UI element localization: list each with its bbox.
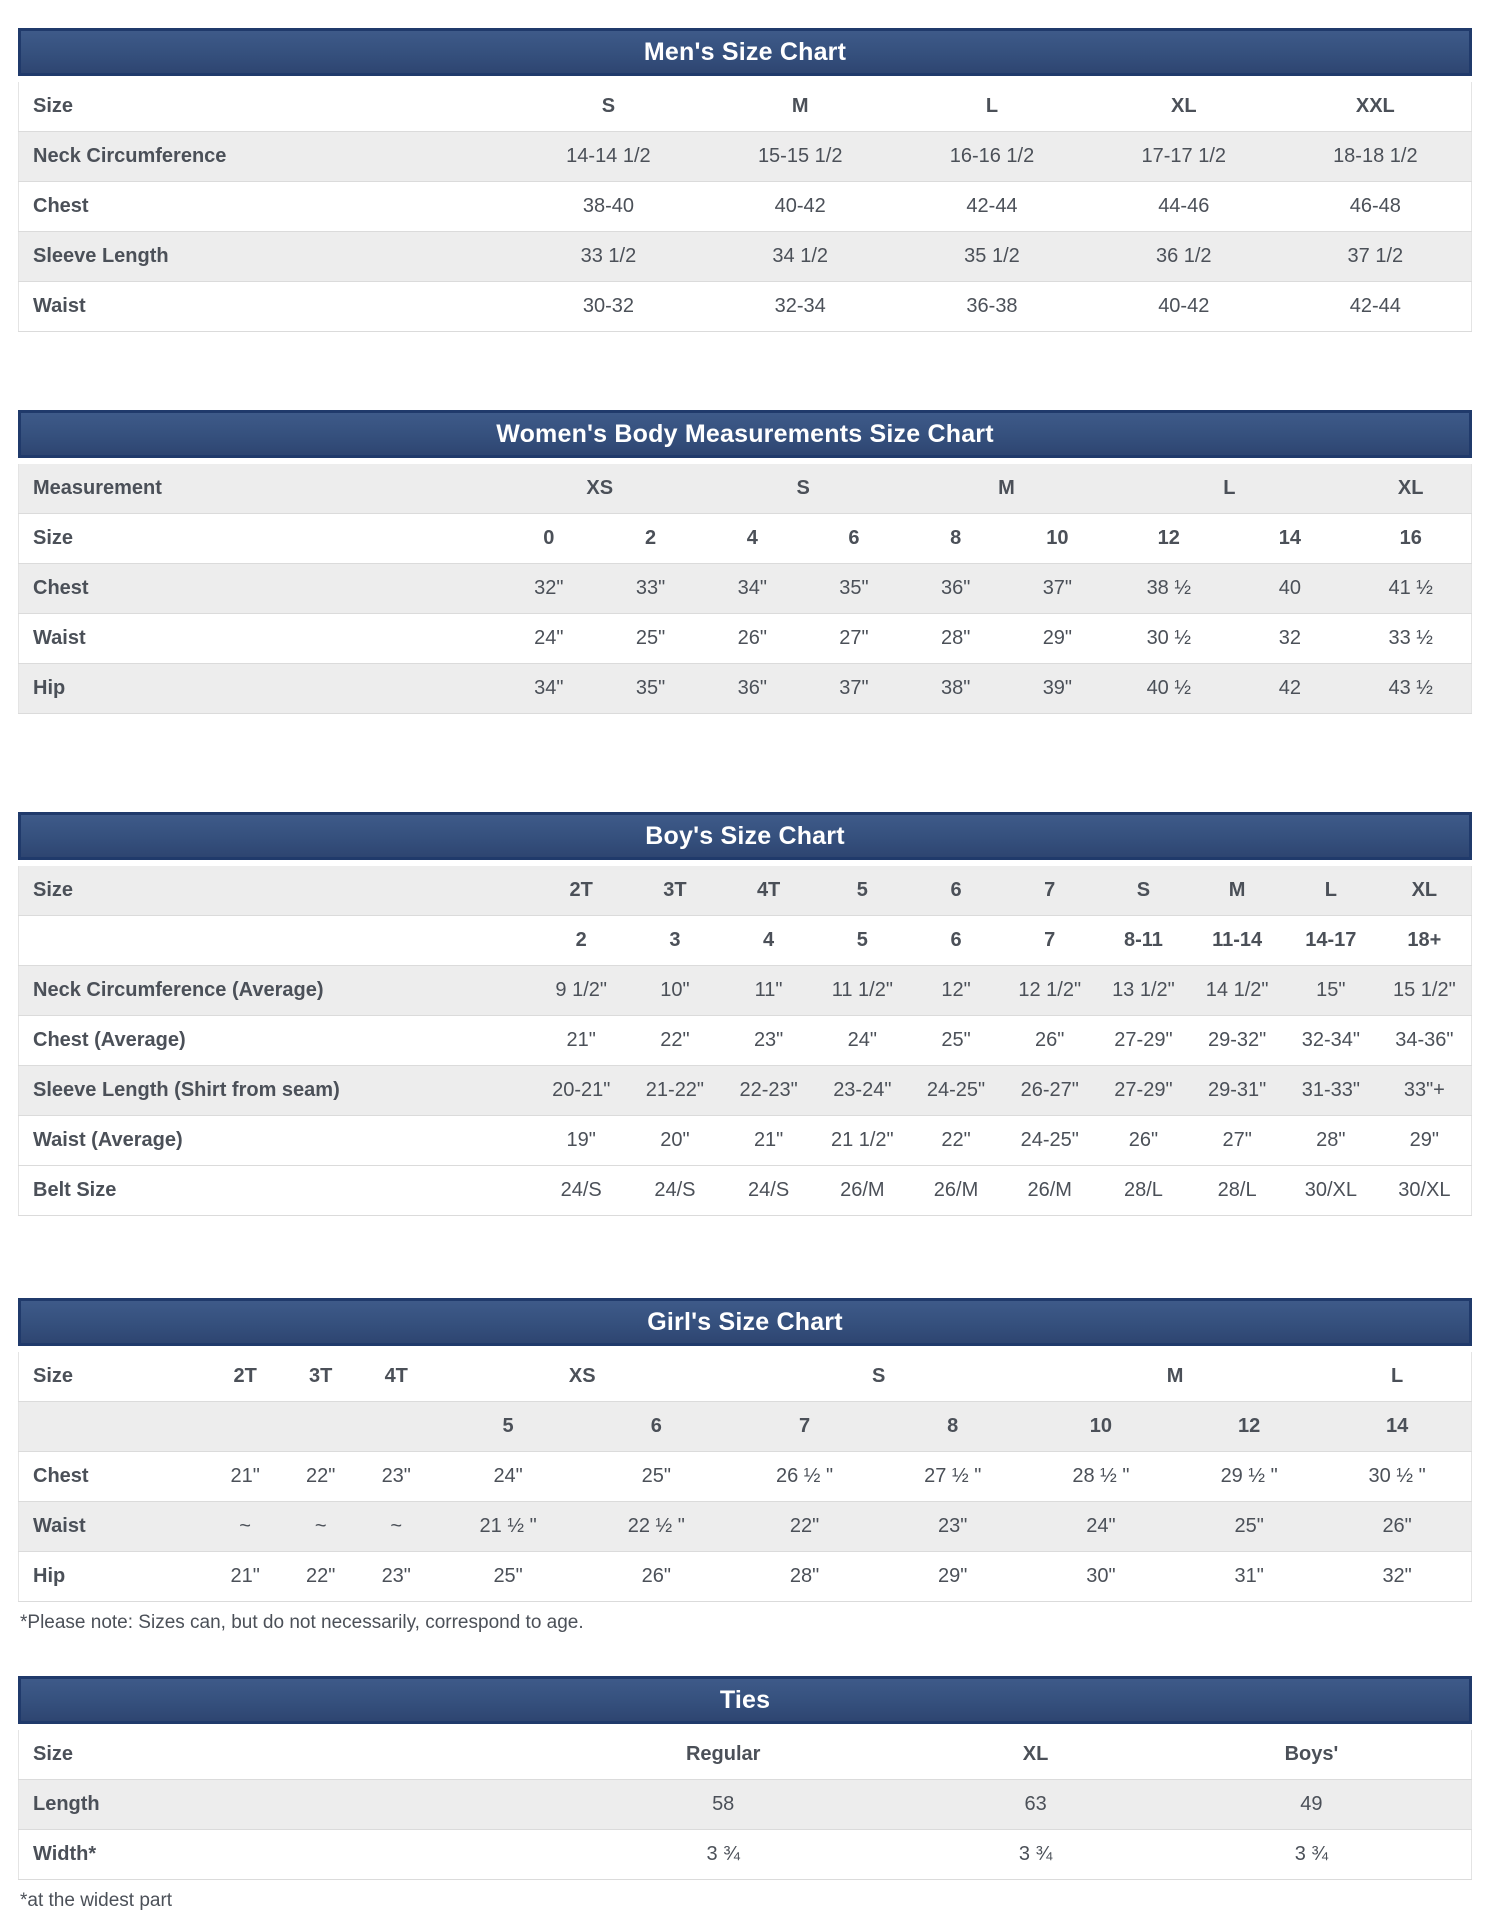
column-header-cell: L — [1391, 1365, 1404, 1387]
value-cell: ~ — [390, 1515, 403, 1537]
value-cell: 26" — [1382, 1515, 1412, 1537]
value-cell: 30 ½ — [1146, 627, 1192, 649]
value-cell: 37 1/2 — [1347, 245, 1404, 267]
row-label-cell: Neck Circumference — [33, 145, 227, 167]
value-cell: 24/S — [748, 1179, 790, 1201]
value-cell: 22" — [941, 1129, 971, 1151]
column-header-cell: 6 — [650, 1415, 662, 1437]
girls-chart-title: Girl's Size Chart — [647, 1308, 843, 1336]
womens-size-table — [18, 464, 1472, 714]
header-row — [19, 1730, 1472, 1780]
value-cell: 34 1/2 — [772, 245, 828, 267]
mens-chart-title-bar — [18, 28, 1472, 76]
column-header-cell: 8 — [950, 527, 962, 549]
column-header-cell: 6 — [950, 929, 962, 951]
value-cell: 28 ½ " — [1072, 1465, 1130, 1487]
row-label-cell: Waist — [33, 1515, 86, 1537]
value-cell: 44-46 — [1158, 195, 1210, 217]
value-cell: 63 — [1024, 1793, 1047, 1815]
column-header-cell: XS — [568, 1365, 596, 1387]
value-cell: 11" — [754, 979, 783, 1001]
value-cell: 24/S — [560, 1179, 602, 1201]
column-header-cell: 14-17 — [1305, 929, 1357, 951]
mens-size-table — [18, 82, 1472, 332]
value-cell: 30/XL — [1304, 1179, 1357, 1201]
value-cell: 38 ½ — [1146, 577, 1192, 599]
value-cell: 24" — [1086, 1515, 1116, 1537]
row-label-cell: Chest — [33, 577, 89, 599]
value-cell: 15" — [1316, 979, 1346, 1001]
column-header-cell — [358, 1402, 434, 1452]
value-cell: 3 ¾ — [706, 1843, 740, 1865]
boys-chart-title: Boy's Size Chart — [645, 822, 845, 850]
value-cell: 24" — [493, 1465, 523, 1487]
row-label-cell: Waist — [33, 295, 86, 317]
value-cell: 25" — [941, 1029, 971, 1051]
value-cell: 14-14 1/2 — [566, 145, 651, 167]
column-header-cell: L — [1324, 879, 1337, 901]
value-cell: 35 1/2 — [964, 245, 1020, 267]
table-row — [19, 564, 1472, 614]
column-header-cell: XS — [586, 477, 614, 499]
table-row — [19, 1830, 1472, 1880]
value-cell: 37" — [839, 677, 869, 699]
value-cell: 23" — [381, 1565, 411, 1587]
value-cell: 29" — [1042, 627, 1073, 649]
value-cell: 10" — [660, 979, 690, 1001]
column-header-cell — [283, 1402, 359, 1452]
column-header-cell: 6 — [848, 527, 860, 549]
value-cell: 21-22" — [645, 1079, 705, 1101]
table-row — [19, 664, 1472, 714]
value-cell: 27" — [839, 627, 869, 649]
value-cell: 3 ¾ — [1294, 1843, 1329, 1865]
value-cell: 21 ½ " — [479, 1515, 537, 1537]
value-cell: 31-33" — [1301, 1079, 1360, 1101]
value-cell: 21" — [230, 1565, 260, 1587]
value-cell: 43 ½ — [1388, 677, 1433, 699]
value-cell: 33" — [635, 577, 666, 599]
column-header-cell: 8-11 — [1123, 929, 1163, 951]
value-cell: 21 1/2" — [830, 1129, 894, 1151]
girls-size-table — [18, 1352, 1472, 1602]
value-cell: 35" — [635, 677, 666, 699]
value-cell: 25" — [493, 1565, 523, 1587]
value-cell: 40-42 — [1158, 295, 1210, 317]
value-cell: ~ — [239, 1515, 251, 1537]
value-cell: 21" — [566, 1029, 596, 1051]
table-row — [19, 132, 1472, 182]
value-cell: 58 — [712, 1793, 735, 1815]
column-header-cell: S — [796, 477, 810, 499]
value-cell: 26/M — [933, 1179, 979, 1201]
ties-size-chart-section — [18, 1676, 1472, 1912]
table-row — [19, 1452, 1472, 1502]
value-cell: 30" — [1086, 1565, 1116, 1587]
value-cell: 13 1/2" — [1112, 979, 1175, 1001]
ties-size-table — [18, 1730, 1472, 1880]
value-cell: 31" — [1234, 1565, 1264, 1587]
value-cell: 36" — [737, 677, 767, 699]
row-label-cell: Waist (Average) — [33, 1129, 183, 1151]
column-header-cell: XL — [1397, 477, 1424, 499]
value-cell: 32" — [534, 577, 564, 599]
value-cell: 35" — [839, 577, 869, 599]
value-cell: 21" — [753, 1129, 784, 1151]
row-label-cell: Width* — [33, 1843, 97, 1865]
value-cell: 29-31" — [1208, 1079, 1267, 1101]
value-cell: 42 — [1278, 677, 1302, 699]
value-cell: 22-23" — [739, 1079, 798, 1101]
column-header-cell: 12 — [1238, 1415, 1261, 1437]
table-row — [19, 1552, 1472, 1602]
value-cell: 28/L — [1123, 1179, 1163, 1201]
row-label-cell: Belt Size — [33, 1179, 117, 1201]
table-row — [19, 1066, 1472, 1116]
header-row — [19, 1402, 1472, 1452]
header-row — [19, 464, 1472, 514]
column-header-cell: 5 — [856, 929, 868, 951]
value-cell: 17-17 1/2 — [1141, 145, 1227, 167]
table-row — [19, 282, 1472, 332]
column-header-cell: 10 — [1046, 527, 1069, 549]
value-cell: 24-25" — [926, 1079, 986, 1101]
column-header-cell: 11-14 — [1212, 929, 1263, 951]
column-header-cell: 3T — [663, 879, 687, 901]
row-label-cell: Chest (Average) — [33, 1029, 186, 1051]
value-cell: 24" — [534, 627, 564, 649]
value-cell: 37" — [1042, 577, 1073, 599]
column-header-cell: 7 — [1044, 879, 1056, 901]
table-row — [19, 232, 1472, 282]
value-cell: 36 1/2 — [1155, 245, 1212, 267]
header-row — [19, 866, 1472, 916]
boys-size-chart-section — [18, 812, 1472, 1216]
value-cell: 12" — [941, 979, 971, 1001]
value-cell: 28" — [1316, 1129, 1346, 1151]
column-header-cell: Boys' — [1284, 1743, 1339, 1765]
value-cell: 38-40 — [582, 195, 634, 217]
value-cell: 30/XL — [1398, 1179, 1451, 1201]
row-label-cell: Size — [33, 1365, 74, 1387]
column-header-cell: M — [1228, 879, 1246, 901]
column-header-cell: XL — [1411, 879, 1438, 901]
value-cell: 40 — [1278, 577, 1302, 599]
value-cell: 33 1/2 — [580, 245, 637, 267]
table-row — [19, 1116, 1472, 1166]
column-header-cell: 2 — [575, 929, 587, 951]
column-header-cell: 7 — [1044, 929, 1056, 951]
value-cell: 28" — [940, 627, 971, 649]
row-label-cell: Measurement — [33, 477, 162, 499]
row-label-cell: Size — [33, 527, 74, 549]
column-header-cell: 5 — [856, 879, 868, 901]
row-label-cell: Chest — [33, 1465, 89, 1487]
value-cell: 26-27" — [1020, 1079, 1079, 1101]
header-row — [19, 916, 1472, 966]
row-label-cell: Size — [33, 879, 74, 901]
value-cell: 33 ½ — [1388, 627, 1433, 649]
value-cell: 11 1/2" — [831, 979, 893, 1001]
table-row — [19, 966, 1472, 1016]
value-cell: 22 ½ " — [627, 1515, 685, 1537]
value-cell: 29-32" — [1208, 1029, 1267, 1051]
value-cell: 32 — [1278, 627, 1302, 649]
value-cell: 34" — [534, 677, 564, 699]
value-cell: 25" — [641, 1465, 671, 1487]
value-cell: 16-16 1/2 — [949, 145, 1035, 167]
value-cell: 40-42 — [774, 195, 826, 217]
table-row — [19, 182, 1472, 232]
column-header-cell: Regular — [685, 1743, 761, 1765]
row-label-cell: Chest — [33, 195, 89, 217]
column-header-cell: 3 — [669, 929, 681, 951]
column-header-cell — [207, 1402, 283, 1452]
value-cell: 26" — [641, 1565, 671, 1587]
value-cell: 18-18 1/2 — [1333, 145, 1418, 167]
value-cell: 24" — [847, 1029, 877, 1051]
value-cell: 34" — [737, 577, 767, 599]
value-cell: 26" — [737, 627, 767, 649]
womens-chart-title: Women's Body Measurements Size Chart — [496, 420, 994, 448]
value-cell: 22" — [660, 1029, 690, 1051]
header-row — [19, 514, 1472, 564]
column-header-cell: 4T — [756, 879, 781, 901]
value-cell: 39" — [1042, 677, 1073, 699]
value-cell: 15-15 1/2 — [757, 145, 843, 167]
value-cell: 24-25" — [1020, 1129, 1079, 1151]
value-cell: 26" — [1035, 1029, 1065, 1051]
column-header-cell: 6 — [950, 879, 962, 901]
value-cell: 26/M — [840, 1179, 885, 1201]
column-header-cell: 16 — [1399, 527, 1422, 549]
value-cell: 25" — [635, 627, 666, 649]
column-header-cell: XL — [1170, 95, 1197, 117]
ties-chart-footnote: *at the widest part — [20, 1890, 173, 1911]
girls-chart-title-bar — [18, 1298, 1472, 1346]
value-cell: 33"+ — [1403, 1079, 1445, 1101]
row-label-cell — [19, 916, 535, 966]
column-header-cell: L — [1223, 477, 1236, 499]
row-label-cell: Hip — [33, 1565, 66, 1587]
value-cell: 20" — [660, 1129, 690, 1151]
header-row — [19, 82, 1472, 132]
value-cell: 23-24" — [833, 1079, 892, 1101]
column-header-cell: 3T — [309, 1365, 333, 1387]
value-cell: 22" — [789, 1515, 820, 1537]
value-cell: 42-44 — [1349, 295, 1401, 317]
column-header-cell: XL — [1022, 1743, 1049, 1765]
column-header-cell: 0 — [543, 527, 555, 549]
mens-chart-title: Men's Size Chart — [643, 38, 847, 66]
value-cell: 29 ½ " — [1220, 1465, 1278, 1487]
row-label-cell: Sleeve Length (Shirt from seam) — [33, 1079, 340, 1101]
value-cell: 3 ¾ — [1018, 1843, 1053, 1865]
column-header-cell: XXL — [1355, 95, 1395, 117]
value-cell: 36" — [940, 577, 971, 599]
value-cell: 19" — [566, 1129, 596, 1151]
value-cell: 49 — [1300, 1793, 1323, 1815]
value-cell: 34-36" — [1395, 1029, 1454, 1051]
value-cell: 21" — [230, 1465, 260, 1487]
column-header-cell: 14 — [1278, 527, 1302, 549]
row-label-cell: Sleeve Length — [33, 245, 169, 267]
value-cell: 27 ½ " — [924, 1465, 982, 1487]
row-label-cell: Size — [33, 95, 74, 117]
value-cell: 15 1/2" — [1392, 979, 1456, 1001]
column-header-cell: 2 — [644, 527, 657, 549]
value-cell: 41 ½ — [1388, 577, 1433, 599]
column-header-cell: M — [1166, 1365, 1184, 1387]
column-header-cell: 4 — [746, 527, 758, 549]
boys-chart-title-bar — [18, 812, 1472, 860]
value-cell: 23" — [938, 1515, 968, 1537]
column-header-cell: 18+ — [1407, 929, 1442, 951]
value-cell: 40 ½ — [1146, 677, 1192, 699]
value-cell: 32-34" — [1301, 1029, 1360, 1051]
value-cell: 28" — [789, 1565, 820, 1587]
column-header-cell: 7 — [798, 1415, 811, 1437]
column-header-cell: 14 — [1385, 1415, 1409, 1437]
value-cell: 27" — [1222, 1129, 1252, 1151]
girls-size-chart-section — [18, 1298, 1472, 1634]
value-cell: 26/M — [1027, 1179, 1072, 1201]
value-cell: 20-21" — [552, 1079, 611, 1101]
column-header-cell: 4 — [763, 929, 775, 951]
value-cell: 22" — [306, 1465, 336, 1487]
table-row — [19, 1780, 1472, 1830]
womens-size-chart-section — [18, 410, 1472, 714]
value-cell: 24/S — [654, 1179, 696, 1201]
value-cell: 38" — [940, 677, 971, 699]
value-cell: 27-29" — [1114, 1029, 1173, 1051]
value-cell: 12 1/2" — [1018, 979, 1082, 1001]
column-header-cell: M — [791, 95, 809, 117]
value-cell: 32" — [1382, 1565, 1412, 1587]
ties-chart-title-bar — [18, 1676, 1472, 1724]
table-row — [19, 1166, 1472, 1216]
value-cell: ~ — [314, 1515, 327, 1537]
table-row — [19, 1016, 1472, 1066]
value-cell: 9 1/2" — [555, 979, 607, 1001]
column-header-cell: 2T — [569, 879, 593, 901]
value-cell: 27-29" — [1114, 1079, 1173, 1101]
column-header-cell: 4T — [384, 1365, 408, 1387]
womens-chart-title-bar — [18, 410, 1472, 458]
row-label-cell — [19, 1402, 208, 1452]
column-header-cell: S — [1136, 879, 1151, 901]
value-cell: 26" — [1128, 1129, 1159, 1151]
ties-chart-title: Ties — [719, 1686, 771, 1714]
table-row — [19, 1502, 1472, 1552]
table-row — [19, 614, 1472, 664]
value-cell: 28/L — [1217, 1179, 1257, 1201]
column-header-cell: 5 — [502, 1415, 514, 1437]
value-cell: 23" — [381, 1465, 411, 1487]
value-cell: 32-34 — [774, 295, 826, 317]
column-header-cell: S — [871, 1365, 886, 1387]
value-cell: 30-32 — [582, 295, 634, 317]
column-header-cell: S — [601, 95, 616, 117]
value-cell: 46-48 — [1349, 195, 1401, 217]
value-cell: 25" — [1234, 1515, 1264, 1537]
value-cell: 29" — [938, 1565, 968, 1587]
value-cell: 23" — [753, 1029, 784, 1051]
column-header-cell: 2T — [233, 1365, 257, 1387]
header-row — [19, 1352, 1472, 1402]
value-cell: 36-38 — [966, 295, 1018, 317]
girls-chart-footnote: *Please note: Sizes can, but do not necessarily, correspond to age. — [20, 1612, 584, 1633]
column-header-cell: 10 — [1089, 1415, 1113, 1437]
row-label-cell: Neck Circumference (Average) — [33, 979, 324, 1001]
row-label-cell: Size — [33, 1743, 74, 1765]
column-header-cell: 12 — [1157, 527, 1180, 549]
column-header-cell: L — [985, 95, 999, 117]
column-header-cell: M — [998, 477, 1015, 499]
column-header-cell: 8 — [947, 1415, 959, 1437]
boys-size-table — [18, 866, 1472, 1216]
row-label-cell: Waist — [33, 627, 86, 649]
mens-size-chart-section — [18, 28, 1472, 332]
value-cell: 26 ½ " — [775, 1465, 834, 1487]
value-cell: 30 ½ " — [1368, 1465, 1426, 1487]
row-label-cell: Hip — [33, 677, 66, 699]
row-label-cell: Length — [33, 1793, 100, 1815]
value-cell: 42-44 — [966, 195, 1018, 217]
value-cell: 22" — [306, 1565, 336, 1587]
value-cell: 14 1/2" — [1205, 979, 1269, 1001]
value-cell: 29" — [1409, 1129, 1440, 1151]
